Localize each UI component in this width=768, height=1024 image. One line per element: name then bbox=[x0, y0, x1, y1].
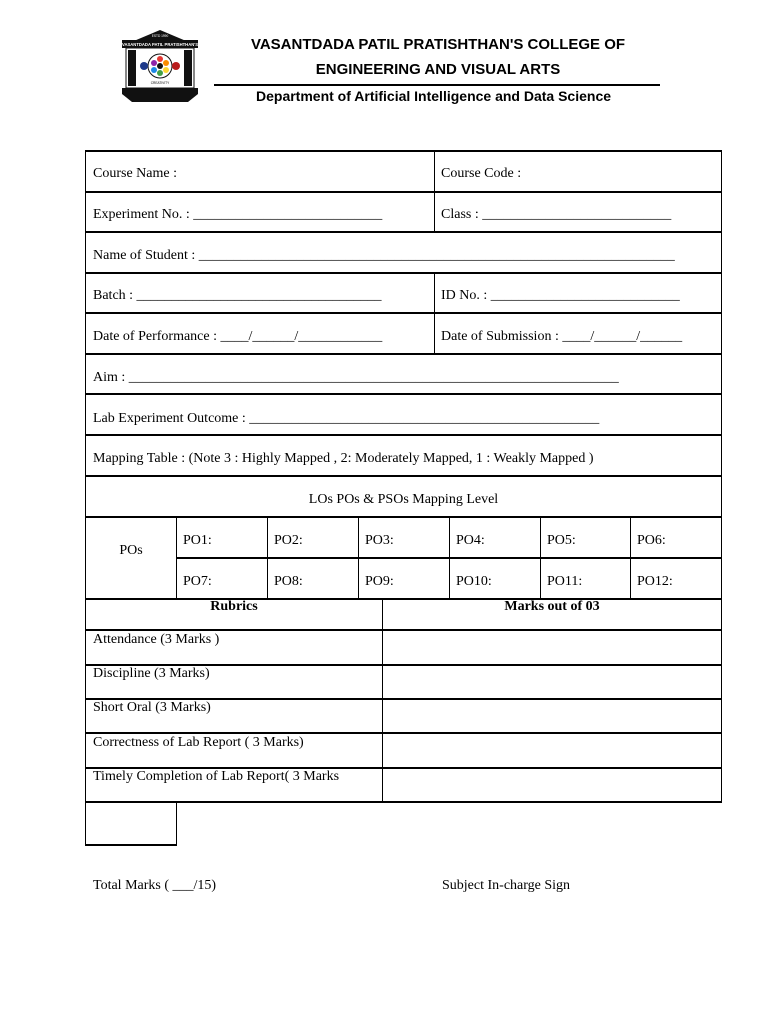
po-cell: PO12: bbox=[637, 574, 673, 589]
course-code-field: Course Code : bbox=[441, 166, 522, 181]
rubric-item: Discipline (3 Marks) bbox=[93, 666, 210, 681]
po-cell: PO10: bbox=[456, 574, 492, 589]
experiment-no-field: Experiment No. : ___________________________ bbox=[93, 207, 383, 222]
svg-text:ESTD 1990: ESTD 1990 bbox=[151, 34, 169, 38]
aim-field: Aim : ______________________________________________________________________ bbox=[93, 370, 619, 385]
marks-header: Marks out of 03 bbox=[504, 599, 600, 614]
po-cell: PO8: bbox=[274, 574, 303, 589]
mapping-header: LOs POs & PSOs Mapping Level bbox=[308, 492, 499, 507]
po-cell: PO9: bbox=[365, 574, 394, 589]
pos-label: POs bbox=[119, 543, 143, 558]
total-marks: Total Marks ( ___/15) bbox=[93, 878, 217, 893]
date-performance-field: Date of Performance : ____/______/____________ bbox=[93, 329, 383, 344]
college-name-line1: VASANTDADA PATIL PRATISHTHAN'S COLLEGE OF bbox=[250, 36, 626, 53]
date-submission-field: Date of Submission : ____/______/______ bbox=[441, 329, 683, 344]
class-field: Class : ___________________________ bbox=[441, 207, 672, 222]
rubric-item: Correctness of Lab Report ( 3 Marks) bbox=[93, 735, 304, 750]
total-marks-box bbox=[86, 802, 176, 844]
college-logo bbox=[116, 28, 204, 104]
subject-incharge-sign: Subject In-charge Sign bbox=[442, 878, 571, 893]
svg-text:CREATIVITY: CREATIVITY bbox=[150, 81, 170, 85]
mapping-note: Mapping Table : (Note 3 : Highly Mapped , 2: Moderately Mapped, 1 : Weakly Mapped ) bbox=[93, 451, 594, 466]
rubric-item: Short Oral (3 Marks) bbox=[93, 700, 211, 715]
header-underline bbox=[214, 84, 660, 86]
id-no-field: ID No. : ___________________________ bbox=[441, 288, 680, 303]
po-cell: PO7: bbox=[183, 574, 212, 589]
po-cell: PO2: bbox=[274, 533, 303, 548]
batch-field: Batch : ___________________________________ bbox=[93, 288, 382, 303]
po-cell: PO5: bbox=[547, 533, 576, 548]
po-cell: PO6: bbox=[637, 533, 666, 548]
rubric-item: Timely Completion of Lab Report( 3 Marks bbox=[93, 769, 340, 784]
student-name-field: Name of Student : ____________________________________________________________________ bbox=[93, 248, 675, 263]
rubric-item: Attendance (3 Marks ) bbox=[93, 632, 220, 647]
po-cell: PO3: bbox=[365, 533, 394, 548]
svg-text:VASANTDADA PATIL PRATISHTHAN'S: VASANTDADA PATIL PRATISHTHAN'S bbox=[121, 42, 199, 47]
course-name-field: Course Name : bbox=[93, 166, 177, 181]
lab-outcome-field: Lab Experiment Outcome : __________________________________________________ bbox=[93, 411, 600, 426]
college-name-line2: ENGINEERING AND VISUAL ARTS bbox=[315, 61, 561, 78]
po-cell: PO1: bbox=[183, 533, 212, 548]
rubrics-header: Rubrics bbox=[210, 599, 258, 614]
po-cell: PO11: bbox=[547, 574, 583, 589]
college-logo-icon bbox=[116, 28, 204, 104]
po-cell: PO4: bbox=[456, 533, 485, 548]
department-name: Department of Artificial Intelligence and Data Science bbox=[256, 88, 612, 104]
